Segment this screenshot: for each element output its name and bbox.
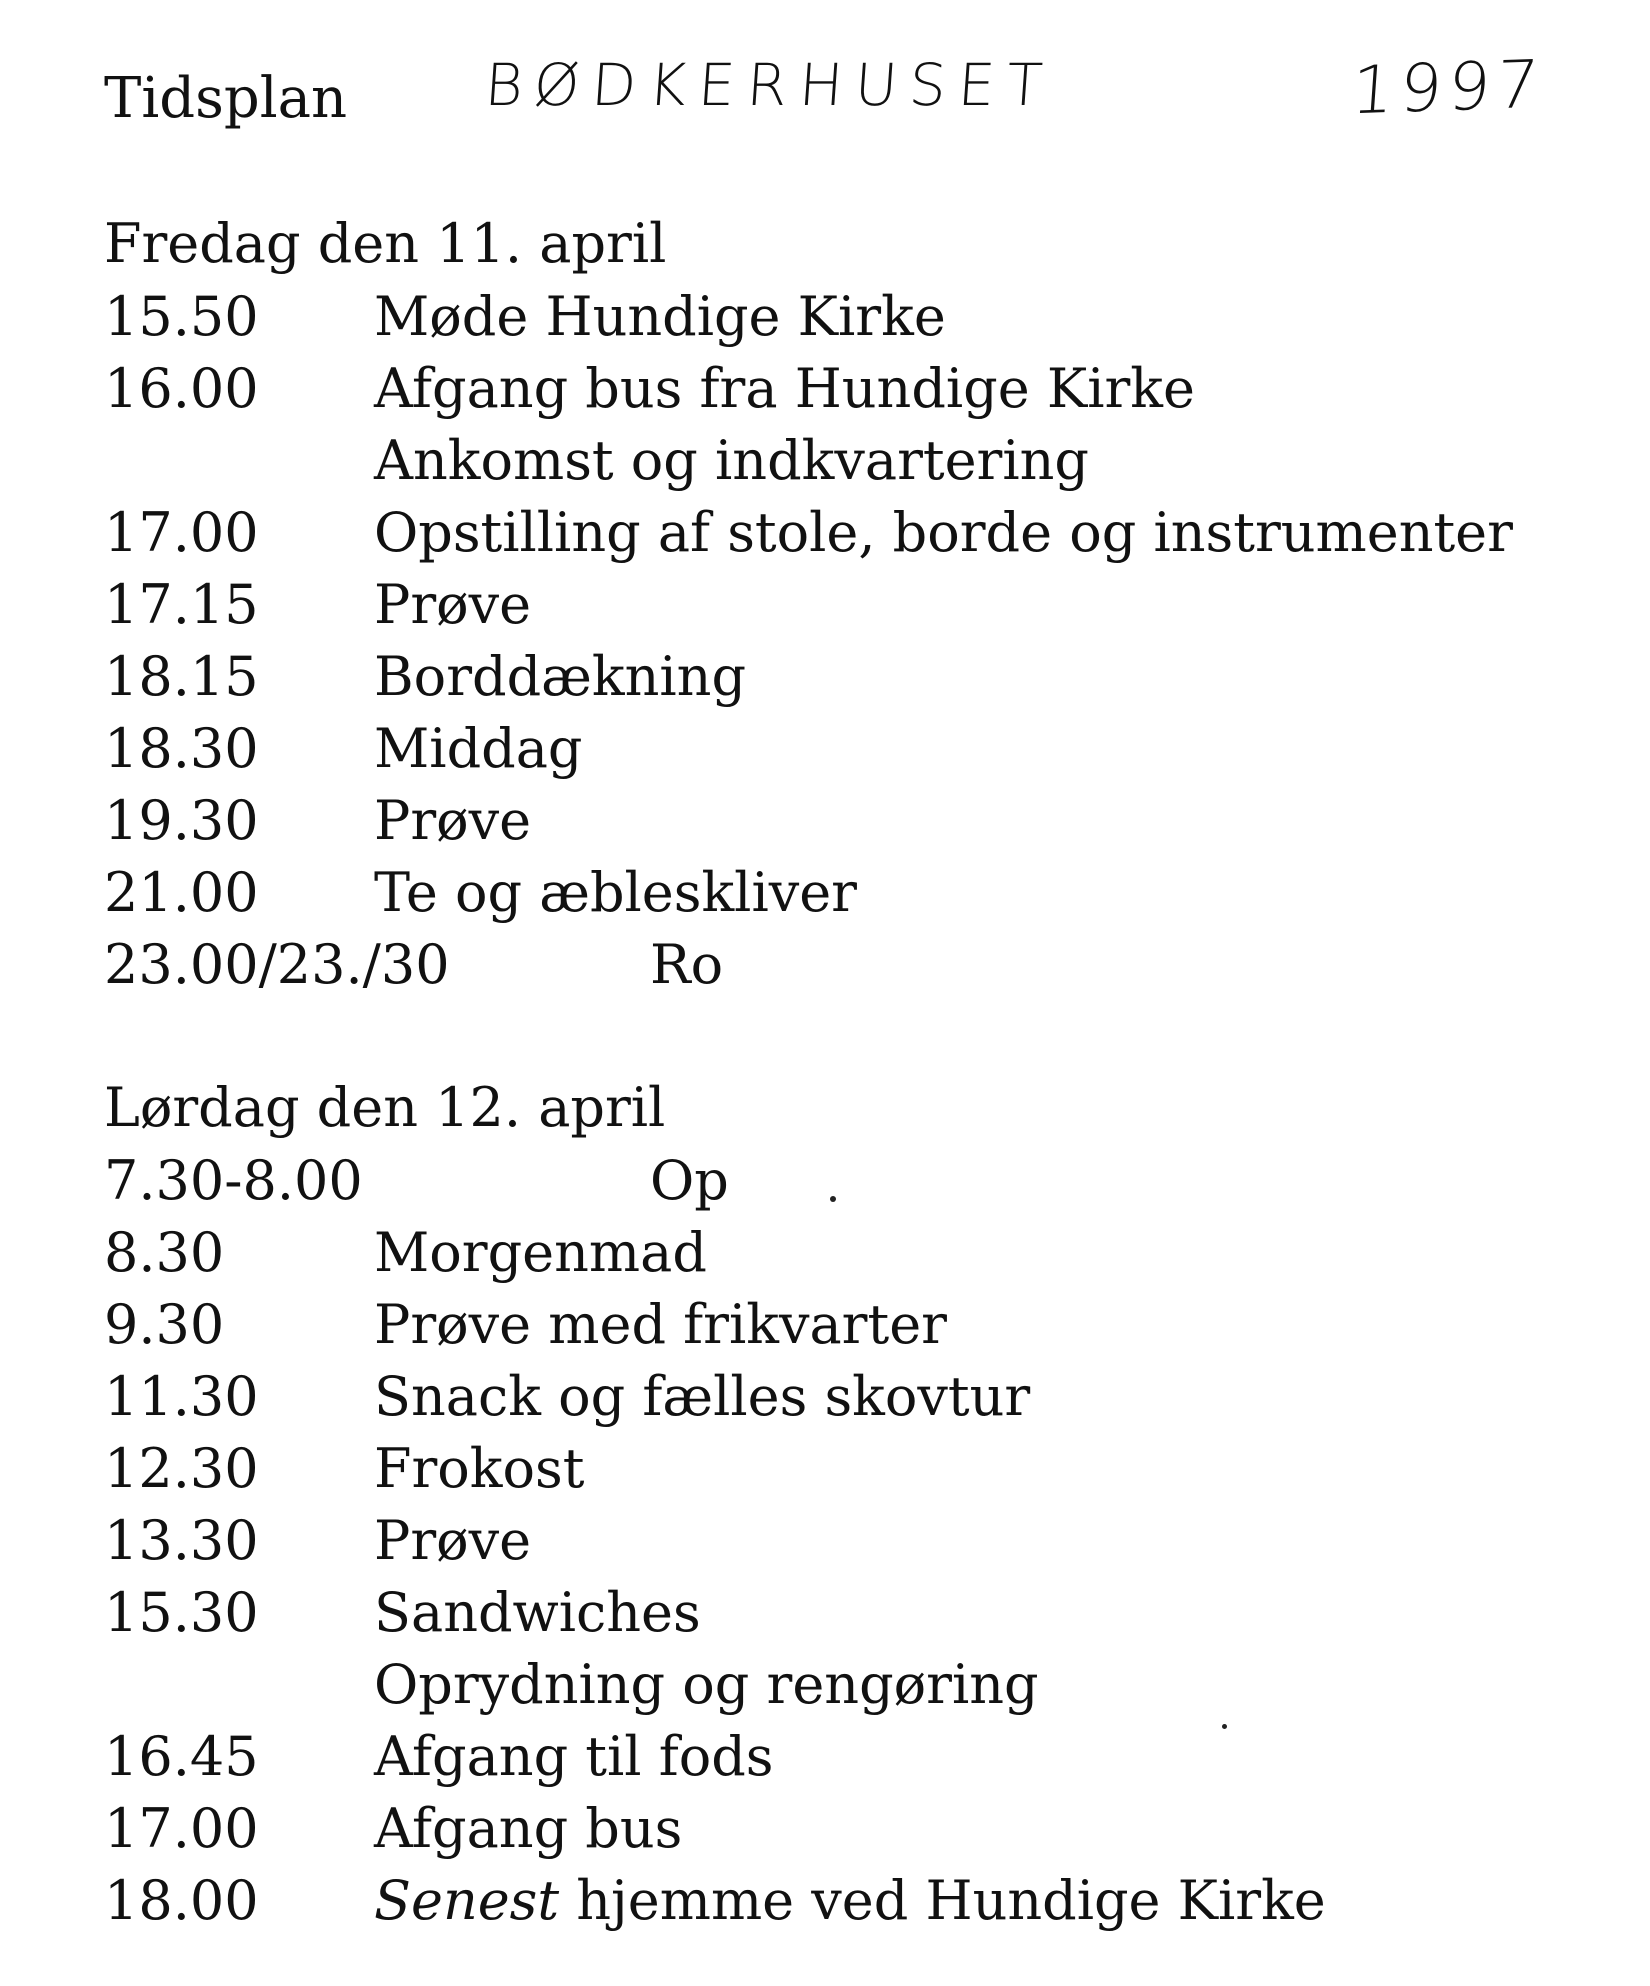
row-activity: Afgang bus (374, 1796, 683, 1860)
row-activity: Opstilling af stole, borde og instrumenter (374, 500, 1513, 564)
friday-heading: Fredag den 11. april (104, 212, 667, 275)
row-activity: Ankomst og indkvartering (374, 428, 1089, 492)
schedule-row (104, 1720, 1326, 1792)
schedule-row (104, 1576, 1326, 1648)
row-time: 23.00/23./30 (104, 932, 450, 996)
row-activity: Prøve (374, 572, 532, 636)
row-activity: Ro (650, 932, 724, 996)
handwritten-venue-name: BØDKERHUSET (482, 51, 1057, 119)
row-activity: Te og æbleskliver (374, 860, 857, 924)
schedule-row (104, 424, 1513, 496)
schedule-row (104, 568, 1513, 640)
schedule-row (104, 1144, 1326, 1216)
row-time: 18.15 (104, 644, 259, 708)
schedule-row (104, 1648, 1326, 1720)
row-time: 19.30 (104, 788, 259, 852)
row-time: 21.00 (104, 860, 259, 924)
row-time: 7.30-8.00 (104, 1148, 363, 1212)
row-time: 15.50 (104, 284, 259, 348)
scan-speck (830, 1196, 836, 1202)
schedule-row (104, 352, 1513, 424)
row-time: 8.30 (104, 1220, 225, 1284)
row-time: 12.30 (104, 1436, 259, 1500)
schedule-row (104, 856, 1513, 928)
document-label: Tidsplan (104, 66, 348, 131)
schedule-row (104, 280, 1513, 352)
row-time: 17.00 (104, 500, 259, 564)
row-activity: Snack og fælles skovtur (374, 1364, 1031, 1428)
schedule-row (104, 1504, 1326, 1576)
row-activity: Prøve (374, 1508, 532, 1572)
row-activity: Borddækning (374, 644, 747, 708)
row-activity: Middag (374, 716, 583, 780)
row-time: 17.15 (104, 572, 259, 636)
row-time: 16.45 (104, 1724, 259, 1788)
schedule-row (104, 1360, 1326, 1432)
row-activity: Prøve med frikvarter (374, 1292, 947, 1356)
row-activity: Møde Hundige Kirke (374, 284, 946, 348)
activity-rest: hjemme ved Hundige Kirke (559, 1868, 1326, 1932)
schedule-row (104, 784, 1513, 856)
row-activity: Sandwiches (374, 1580, 701, 1644)
activity-emphasis: Senest (374, 1868, 560, 1932)
friday-section (104, 208, 1513, 1000)
saturday-section (104, 1072, 1326, 1936)
row-activity: Afgang til fods (374, 1724, 774, 1788)
scan-speck (1222, 1724, 1227, 1729)
row-activity: Op (650, 1148, 729, 1212)
schedule-row (104, 1216, 1326, 1288)
row-time: 18.30 (104, 716, 259, 780)
handwritten-year: 1997 (1349, 45, 1547, 130)
row-activity: Frokost (374, 1436, 585, 1500)
schedule-row (104, 1864, 1326, 1936)
row-time: 17.00 (104, 1796, 259, 1860)
row-activity (374, 1869, 1326, 1932)
row-time: 9.30 (104, 1292, 225, 1356)
saturday-heading: Lørdag den 12. april (104, 1076, 666, 1139)
schedule-row (104, 1432, 1326, 1504)
schedule-row (104, 1792, 1326, 1864)
schedule-row (104, 928, 1513, 1000)
row-time: 18.00 (104, 1868, 259, 1932)
schedule-row (104, 1288, 1326, 1360)
row-time: 16.00 (104, 356, 259, 420)
row-time: 11.30 (104, 1364, 259, 1428)
row-time: 15.30 (104, 1580, 259, 1644)
schedule-row (104, 496, 1513, 568)
row-activity: Afgang bus fra Hundige Kirke (374, 356, 1195, 420)
row-activity: Morgenmad (374, 1220, 707, 1284)
schedule-row (104, 640, 1513, 712)
row-activity: Oprydning og rengøring (374, 1652, 1039, 1716)
row-activity: Prøve (374, 788, 532, 852)
schedule-row (104, 712, 1513, 784)
row-time: 13.30 (104, 1508, 259, 1572)
